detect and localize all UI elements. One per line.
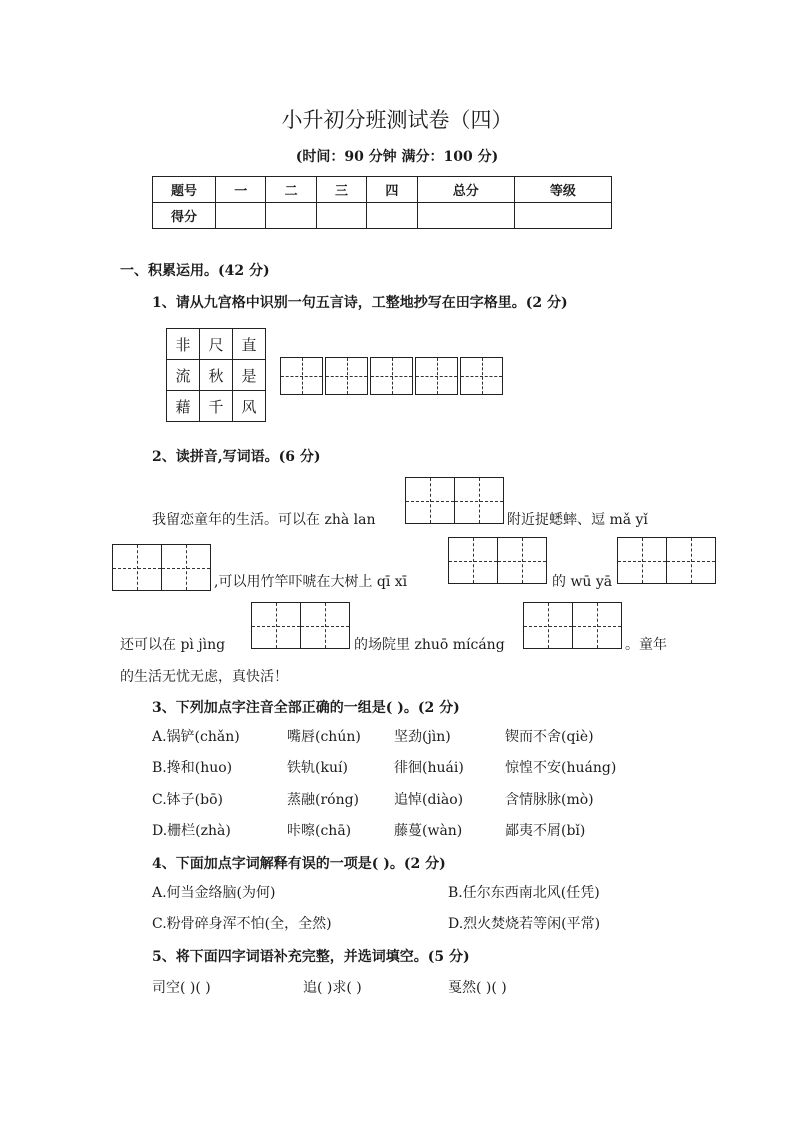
score-input-cell[interactable] [316,203,366,229]
answer-grid-zhuomicang [523,602,621,649]
option-item[interactable]: A.锅铲(chǎn) [152,729,240,745]
pinyin-text: 的场院里 zhuō mícáng [354,637,505,653]
score-input-cell[interactable] [367,203,417,229]
grid-char: 是 [233,360,266,391]
writing-cell[interactable] [617,537,667,584]
option-item: 坚劲(jìn) [394,729,451,745]
grid-char: 秋 [200,360,233,391]
table-cell: 得分 [153,203,216,229]
option-item[interactable]: C.钵子(bō) [152,792,223,808]
option-item[interactable]: C.粉骨碎身浑不怕(全，全然) [152,916,332,932]
nine-grid [166,328,266,422]
answer-grid-mayi [112,544,210,591]
score-input-cell[interactable] [216,203,266,229]
writing-cell[interactable] [325,357,368,395]
exam-info: (时间：90 分钟 满分：100 分) [295,149,499,165]
table-row [153,203,612,229]
option-item: 藤蔓(wàn) [394,823,463,839]
grid-char: 流 [167,360,200,391]
option-item: 徘徊(huái) [394,760,464,776]
writing-cell[interactable] [523,602,573,649]
grid-char: 非 [167,329,200,360]
question-2-prompt: 2、读拼音,写词语。(6 分) [152,449,321,465]
section-heading: 一、积累运用。(42 分) [120,263,270,279]
option-item[interactable]: D.栅栏(zhà) [152,823,231,839]
option-item[interactable]: A.何当金络脑(为何) [152,885,276,901]
option-item: 锲而不舍(qiè) [505,729,594,745]
grid-char: 风 [233,391,266,422]
fill-in-item[interactable]: 司空( )( ) [152,980,211,996]
pinyin-text: 。童年 [625,637,667,653]
writing-cell[interactable] [497,537,547,584]
answer-grid-q1 [280,357,502,395]
grid-char: 千 [200,391,233,422]
grid-char: 直 [233,329,266,360]
answer-grid-pijing [251,602,349,649]
writing-cell[interactable] [666,537,716,584]
writing-cell[interactable] [112,544,162,591]
writing-cell[interactable] [572,602,622,649]
answer-grid-qixi [448,537,546,584]
question-3-prompt: 3、下列加点字注音全部正确的一组是( )。(2 分) [152,700,460,716]
writing-cell[interactable] [454,477,504,524]
pinyin-text: ,可以用竹竿吓唬在大树上 qī xī [214,574,408,590]
option-item: 咔嚓(chā) [287,823,352,839]
score-input-cell[interactable] [417,203,514,229]
page-title: 小升初分班测试卷（四） [281,108,513,132]
option-item: 嘴唇(chún) [287,729,361,745]
answer-grid-wuya [617,537,715,584]
score-input-cell[interactable] [514,203,611,229]
table-cell: 二 [266,177,316,203]
writing-cell[interactable] [280,357,323,395]
answer-grid-zhalan [405,477,503,524]
table-cell: 等级 [514,177,611,203]
pinyin-text: 的 wū yā [552,574,613,590]
table-cell: 四 [367,177,417,203]
score-input-cell[interactable] [266,203,316,229]
writing-cell[interactable] [460,357,503,395]
writing-cell[interactable] [251,602,301,649]
writing-cell[interactable] [161,544,211,591]
pinyin-text: 附近捉蟋蟀、逗 mǎ yǐ [507,512,648,528]
option-item[interactable]: B.搀和(huo) [152,760,233,776]
pinyin-text: 还可以在 pì jìng [120,637,226,653]
option-item: 含情脉脉(mò) [505,792,594,808]
pinyin-text: 的生活无忧无虑，真快活！ [120,669,288,685]
option-item: 追悼(diào) [394,792,464,808]
option-item[interactable]: B.任尔东西南北风(任凭) [448,885,600,901]
option-item: 惊惶不安(huáng) [505,760,617,776]
fill-in-item[interactable]: 戛然( )( ) [448,980,507,996]
table-cell: 一 [216,177,266,203]
option-item: 鄙夷不屑(bǐ) [505,823,586,839]
option-item: 蒸融(róng) [287,792,360,808]
pinyin-text: 我留恋童年的生活。可以在 zhà lan [152,512,376,528]
writing-cell[interactable] [300,602,350,649]
table-cell: 三 [316,177,366,203]
question-5-prompt: 5、将下面四字词语补充完整，并选词填空。(5 分) [152,949,470,965]
option-item: 铁轨(kuí) [287,760,348,776]
question-1-prompt: 1、请从九宫格中识别一句五言诗，工整地抄写在田字格里。(2 分) [152,295,568,311]
table-row [153,177,612,203]
writing-cell[interactable] [405,477,455,524]
score-table [152,176,612,229]
writing-cell[interactable] [370,357,413,395]
grid-char: 藉 [167,391,200,422]
table-cell: 总分 [417,177,514,203]
option-item[interactable]: D.烈火焚烧若等闲(平常) [448,916,601,932]
writing-cell[interactable] [448,537,498,584]
table-cell: 题号 [153,177,216,203]
grid-char: 尺 [200,329,233,360]
question-4-prompt: 4、下面加点字词解释有误的一项是( )。(2 分) [152,856,446,872]
writing-cell[interactable] [415,357,458,395]
fill-in-item[interactable]: 追( )求( ) [303,980,362,996]
